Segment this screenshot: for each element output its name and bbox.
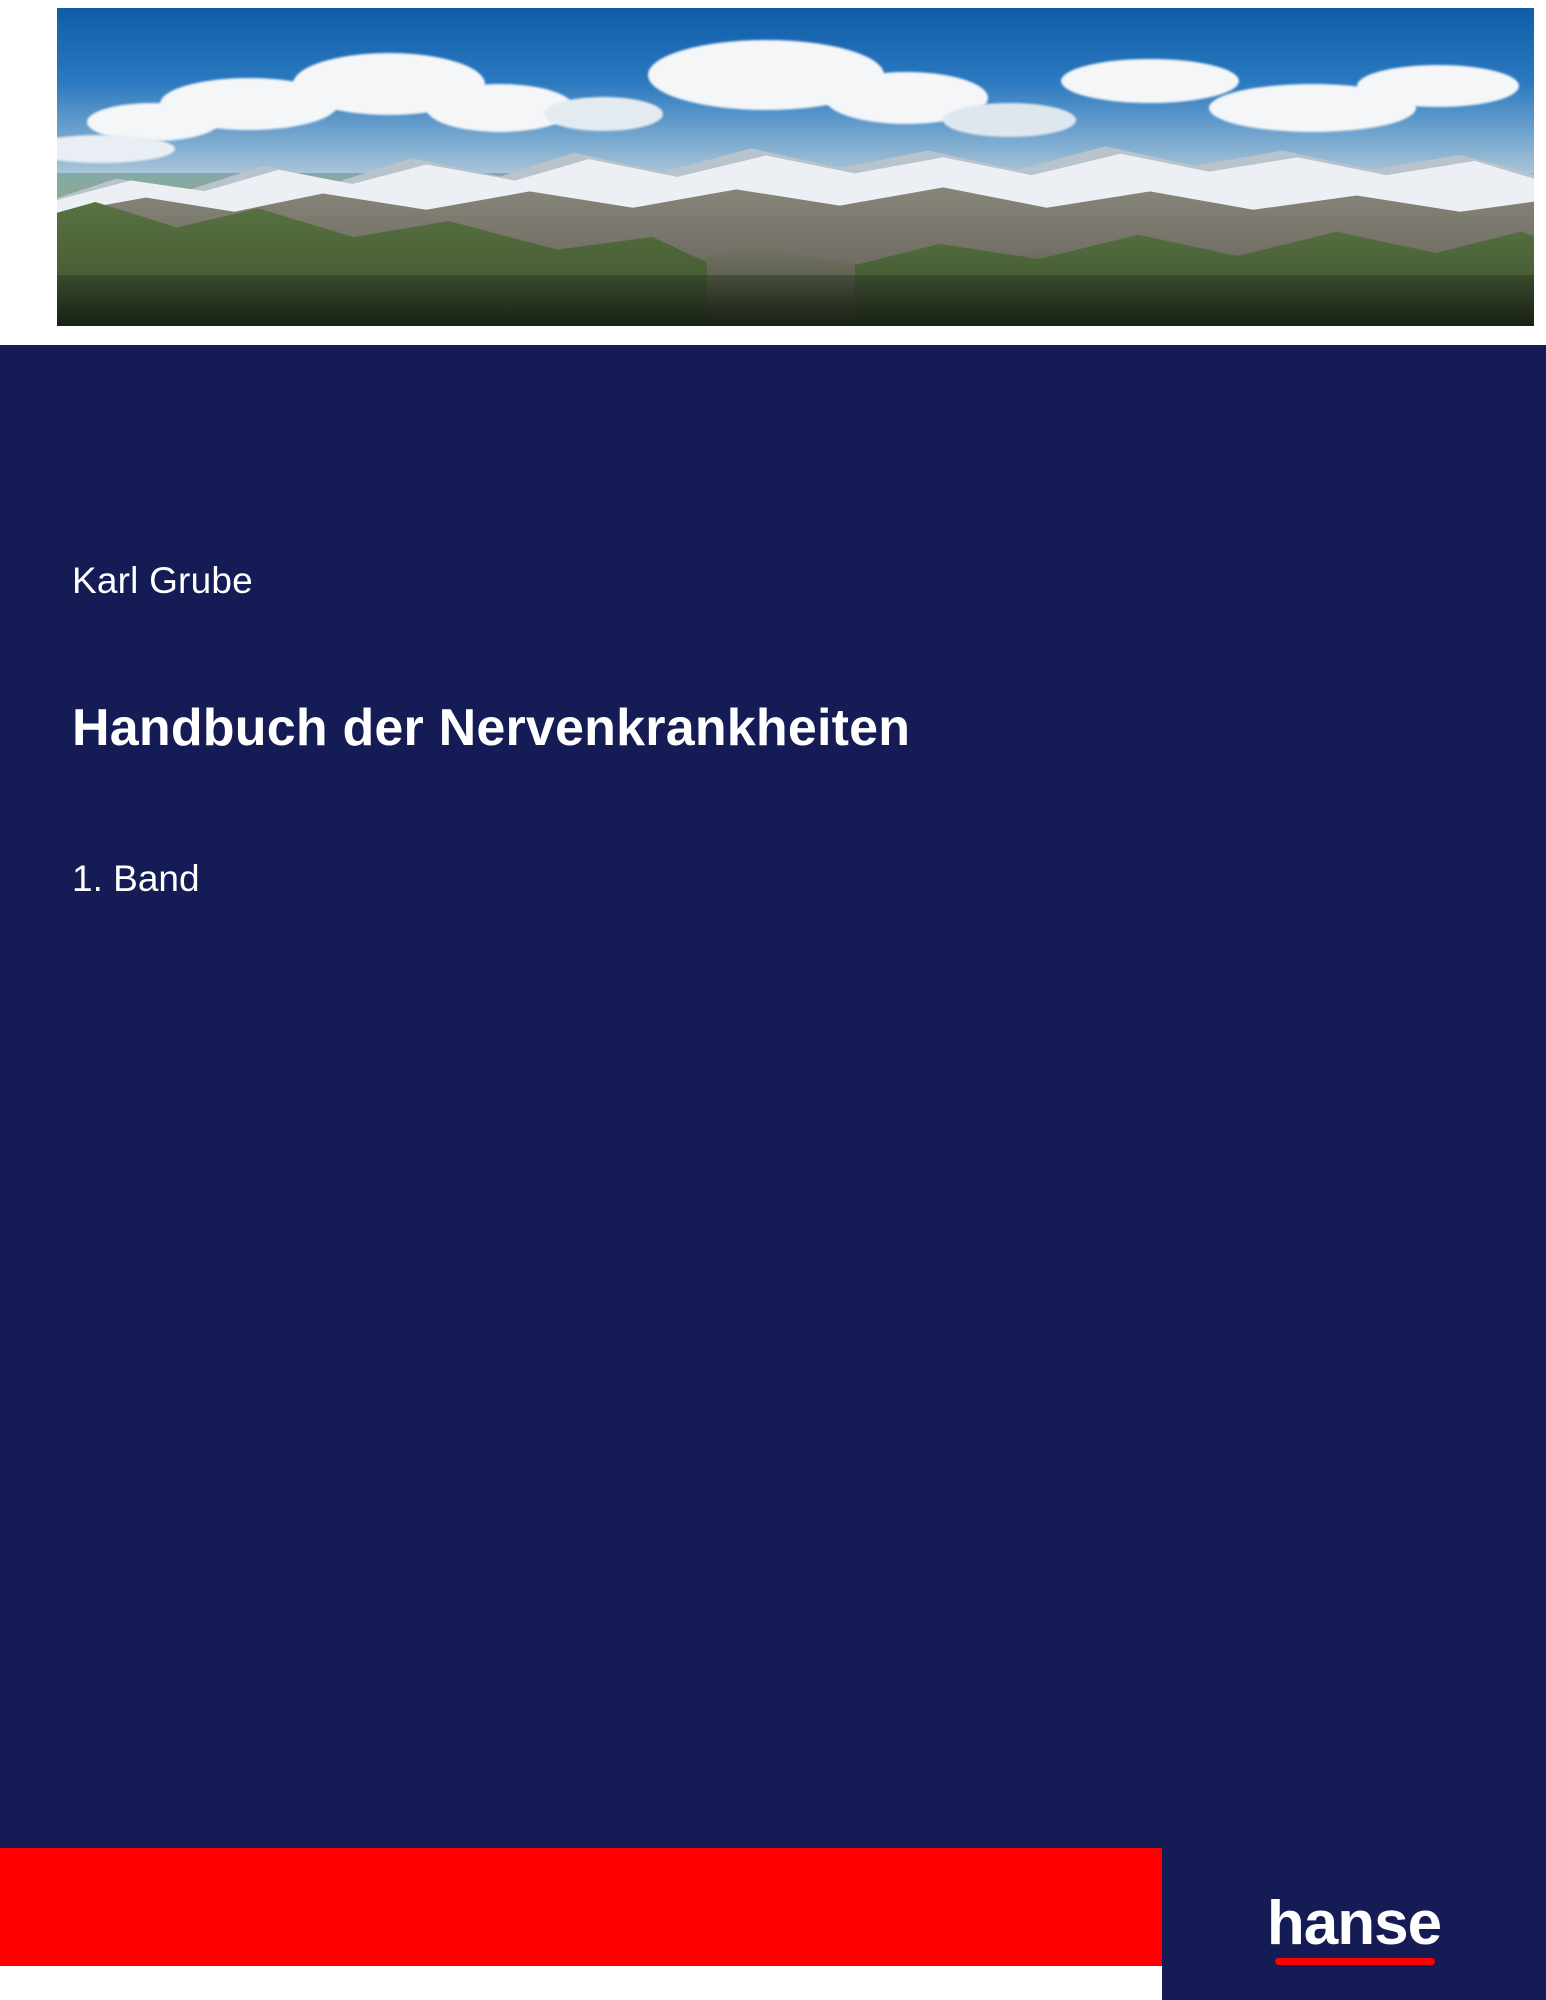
volume-subtitle: 1. Band	[72, 858, 200, 899]
publisher-logo-box	[1162, 1848, 1546, 2000]
cloud-icon	[1061, 59, 1238, 103]
foreground-shadow	[57, 275, 1534, 326]
publisher-logo	[1266, 1889, 1442, 1958]
cover-photo-frame	[0, 0, 1546, 345]
cloud-icon	[544, 97, 662, 131]
logo-underline	[1275, 1958, 1435, 1965]
publisher-logo-text: hanse	[1266, 1889, 1442, 1958]
author-name: Karl Grube	[72, 560, 253, 601]
cover-text-block	[72, 560, 1372, 900]
bottom-white-margin	[0, 1966, 1162, 2000]
cloud-icon	[1357, 65, 1519, 107]
mountain-panorama-photo	[57, 8, 1534, 326]
book-title: Handbuch der Nervenkrankheiten	[72, 699, 911, 757]
